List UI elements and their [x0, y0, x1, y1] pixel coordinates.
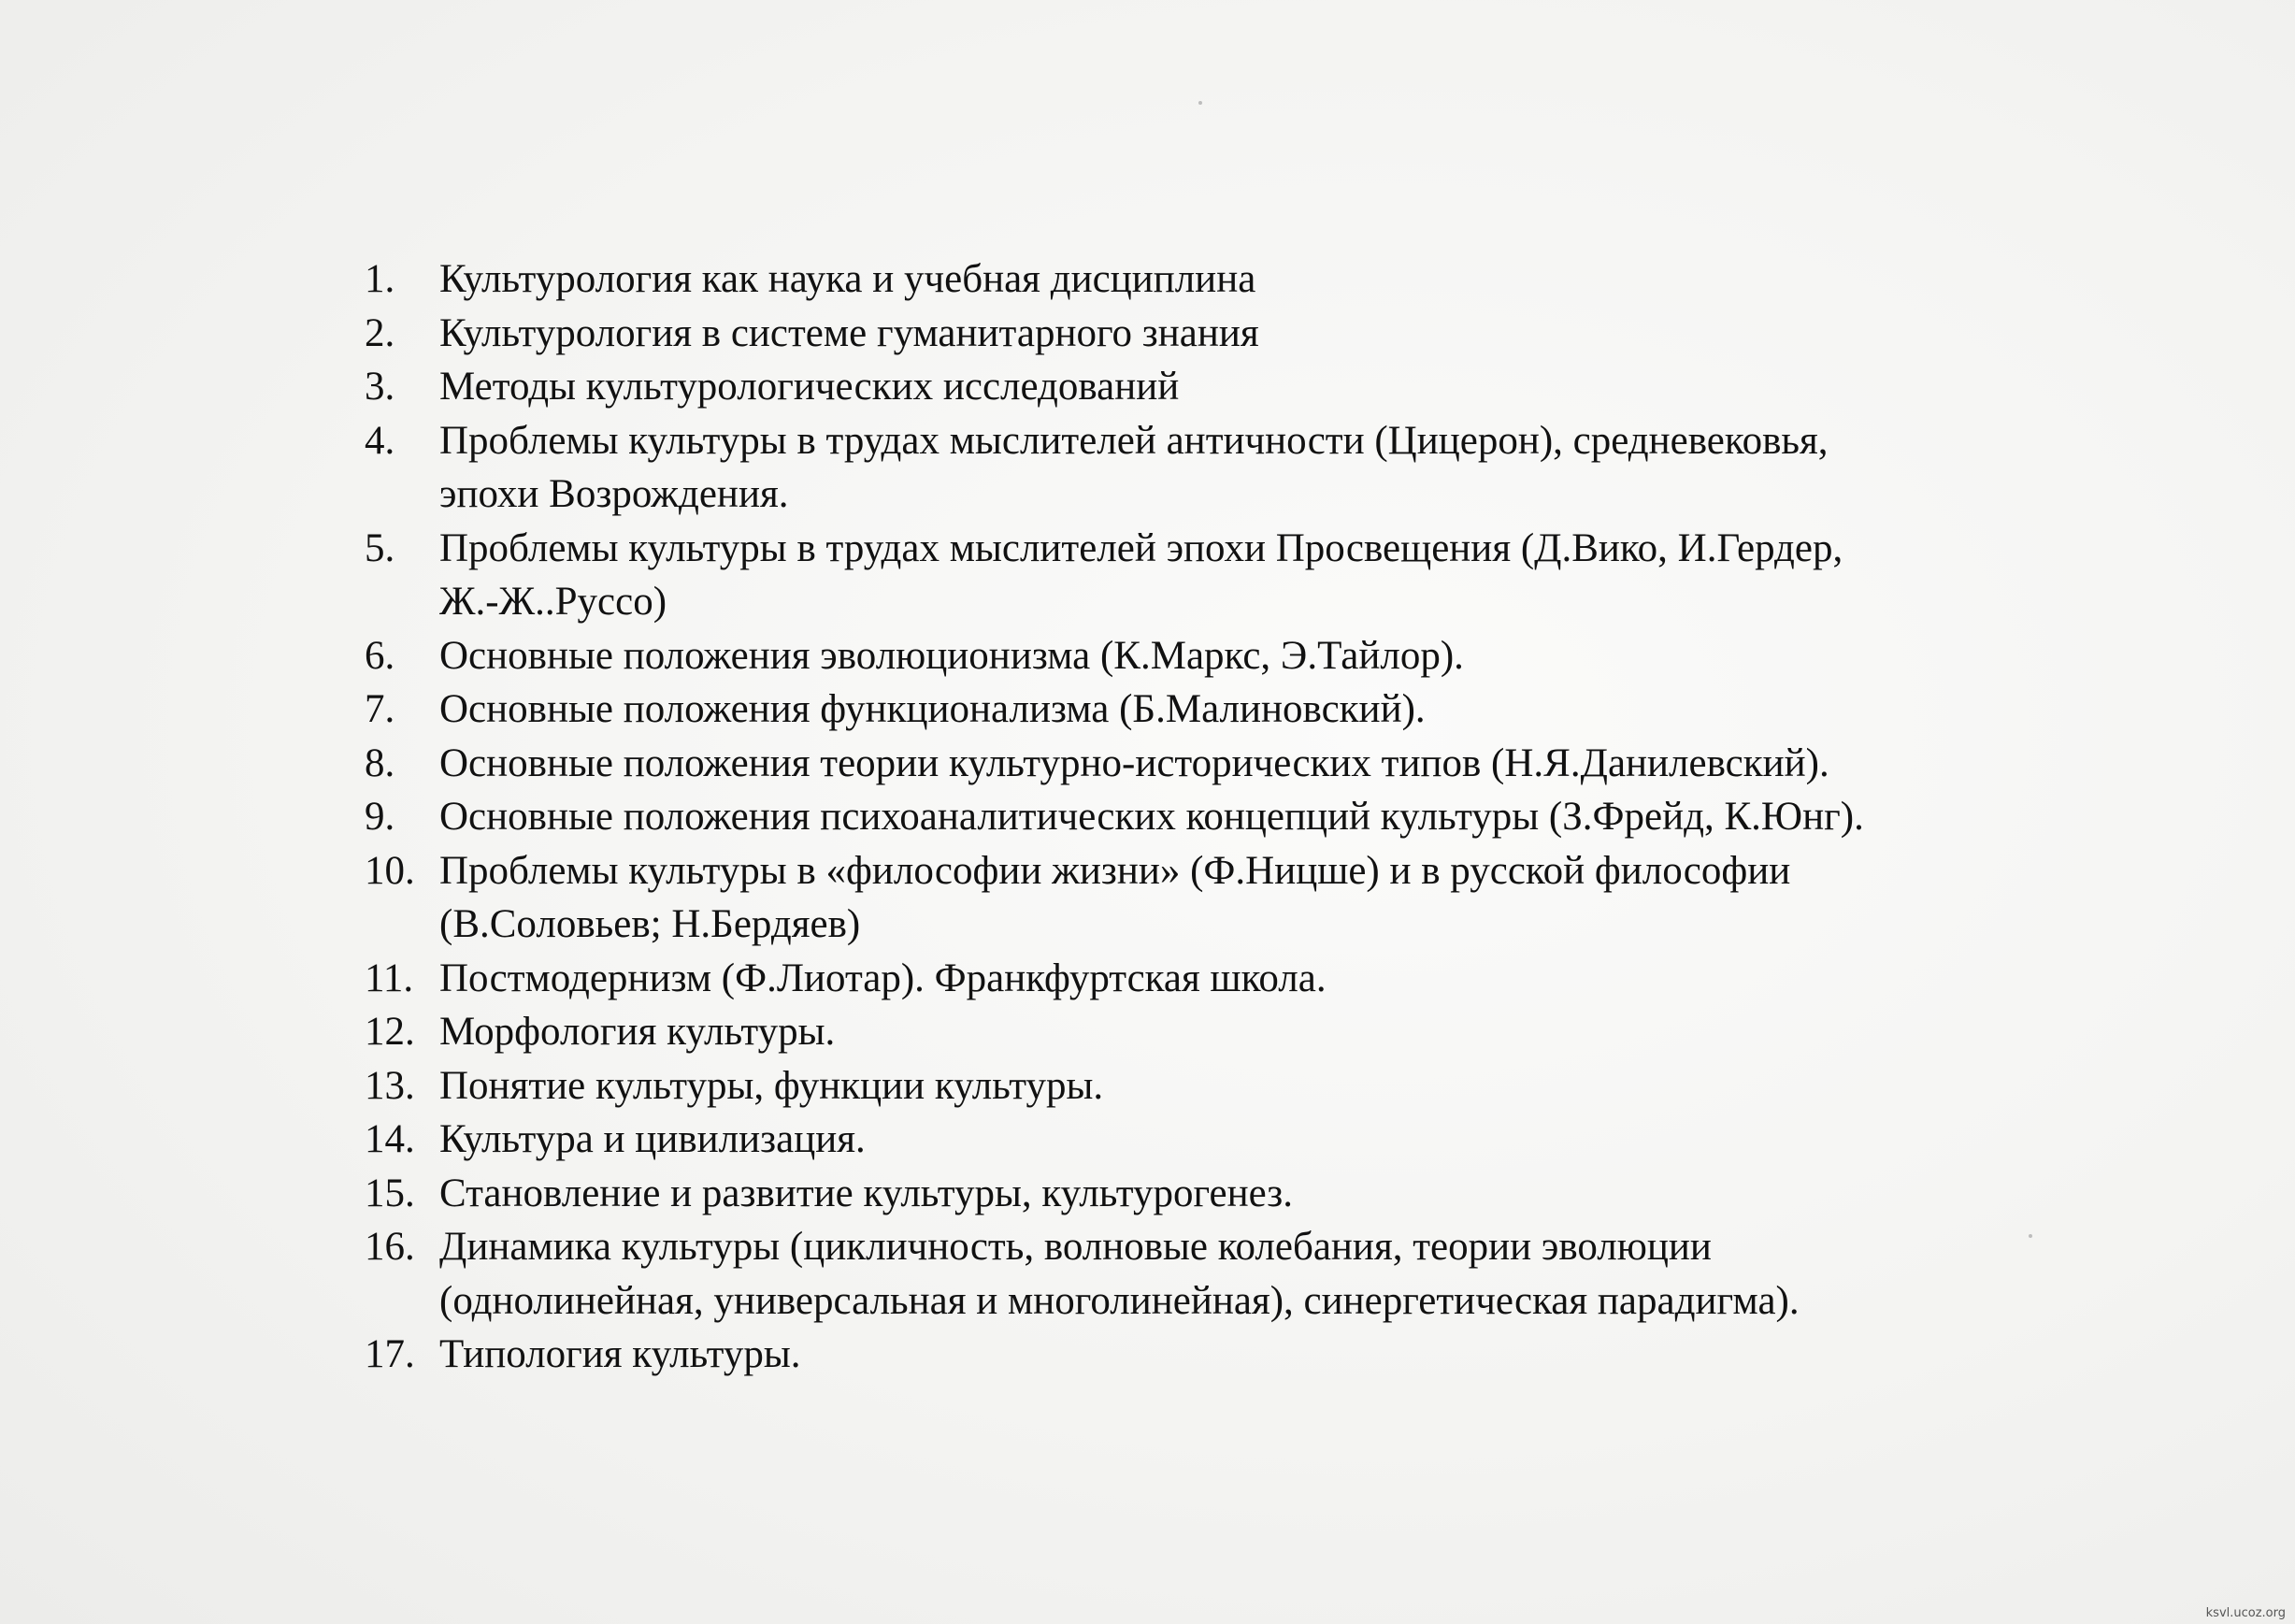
item-text-line: Проблемы культуры в «философии жизни» (Ф.Ницше) и в русской философии — [439, 848, 1791, 893]
item-text-line: Культурология как наука и учебная дисциплина — [439, 257, 1256, 301]
item-text-line: Основные положения теории культурно-исторических типов (Н.Я.Данилевский). — [439, 740, 1829, 785]
item-number: 1. — [365, 257, 395, 301]
item-number: 13. — [365, 1063, 415, 1108]
item-text-line: Понятие культуры, функции культуры. — [439, 1063, 1104, 1108]
item-text — [439, 1328, 2141, 1382]
list-item — [365, 790, 2141, 844]
list-item — [365, 360, 2141, 414]
list-item — [365, 1328, 2141, 1382]
item-number: 5. — [365, 525, 395, 570]
list-item — [365, 1005, 2141, 1059]
list-item — [365, 737, 2141, 791]
list-item — [365, 683, 2141, 737]
item-text-line: Основные положения психоаналитических концепций культуры (З.Фрейд, К.Юнг). — [439, 795, 1864, 839]
item-text-line: Культура и цивилизация. — [439, 1117, 866, 1161]
item-number: 3. — [365, 365, 395, 409]
site-watermark: ksvl.ucoz.org — [2205, 1606, 2286, 1620]
item-text-line: (однолинейная, универсальная и многолинейная), синергетическая парадигма). — [439, 1278, 1800, 1323]
item-text — [439, 629, 2141, 683]
item-number: 14. — [365, 1117, 415, 1161]
item-text — [439, 414, 2141, 522]
item-text — [439, 252, 2141, 307]
list-item — [365, 1113, 2141, 1167]
item-text — [439, 1220, 2141, 1328]
item-text-line: Методы культурологических исследований — [439, 365, 1180, 409]
item-text — [439, 307, 2141, 361]
item-number: 15. — [365, 1171, 415, 1215]
list-item — [365, 1059, 2141, 1114]
item-number: 16. — [365, 1225, 415, 1269]
item-text-line: Типология культуры. — [439, 1332, 801, 1376]
item-text — [439, 844, 2141, 952]
list-item — [365, 1167, 2141, 1221]
item-text — [439, 952, 2141, 1006]
item-text-line: Становление и развитие культуры, культурогенез. — [439, 1171, 1293, 1215]
item-number: 11. — [365, 956, 414, 1000]
item-text-line: Основные положения функционализма (Б.Малиновский). — [439, 687, 1426, 731]
item-number: 10. — [365, 848, 415, 893]
topic-list — [365, 252, 2141, 1382]
list-item — [365, 522, 2141, 629]
item-text-line: Проблемы культуры в трудах мыслителей эпохи Просвещения (Д.Вико, И.Гердер, — [439, 525, 1843, 570]
item-number: 2. — [365, 310, 395, 355]
item-text-line: Динамика культуры (цикличность, волновые колебания, теории эволюции — [439, 1225, 1712, 1269]
list-item — [365, 844, 2141, 952]
item-number: 9. — [365, 795, 395, 839]
item-number: 7. — [365, 687, 395, 731]
item-number: 17. — [365, 1332, 415, 1376]
item-text — [439, 360, 2141, 414]
paper-speck — [1198, 101, 1202, 105]
list-item — [365, 414, 2141, 522]
item-text-line: Постмодернизм (Ф.Лиотар). Франкфуртская школа. — [439, 956, 1327, 1000]
list-item — [365, 252, 2141, 307]
item-number: 6. — [365, 633, 395, 678]
item-number: 12. — [365, 1010, 415, 1054]
item-text — [439, 1059, 2141, 1114]
list-item — [365, 1220, 2141, 1328]
item-text-line: Культурология в системе гуманитарного знания — [439, 310, 1259, 355]
item-number: 8. — [365, 740, 395, 785]
item-text — [439, 1167, 2141, 1221]
item-text — [439, 790, 2141, 844]
item-text — [439, 1113, 2141, 1167]
item-text-line: Морфология культуры. — [439, 1010, 836, 1054]
list-item — [365, 629, 2141, 683]
list-item — [365, 952, 2141, 1006]
item-text-line: Основные положения эволюционизма (К.Маркс, Э.Тайлор). — [439, 633, 1464, 678]
item-text — [439, 683, 2141, 737]
item-text-line: эпохи Возрождения. — [439, 472, 789, 516]
item-text — [439, 737, 2141, 791]
item-text-line: (В.Соловьев; Н.Бердяев) — [439, 902, 861, 946]
item-text-line: Проблемы культуры в трудах мыслителей античности (Цицерон), средневековья, — [439, 418, 1829, 463]
item-text-line: Ж.-Ж..Руссо) — [439, 580, 667, 624]
item-number: 4. — [365, 418, 395, 463]
item-text — [439, 522, 2141, 629]
list-item — [365, 307, 2141, 361]
item-text — [439, 1005, 2141, 1059]
